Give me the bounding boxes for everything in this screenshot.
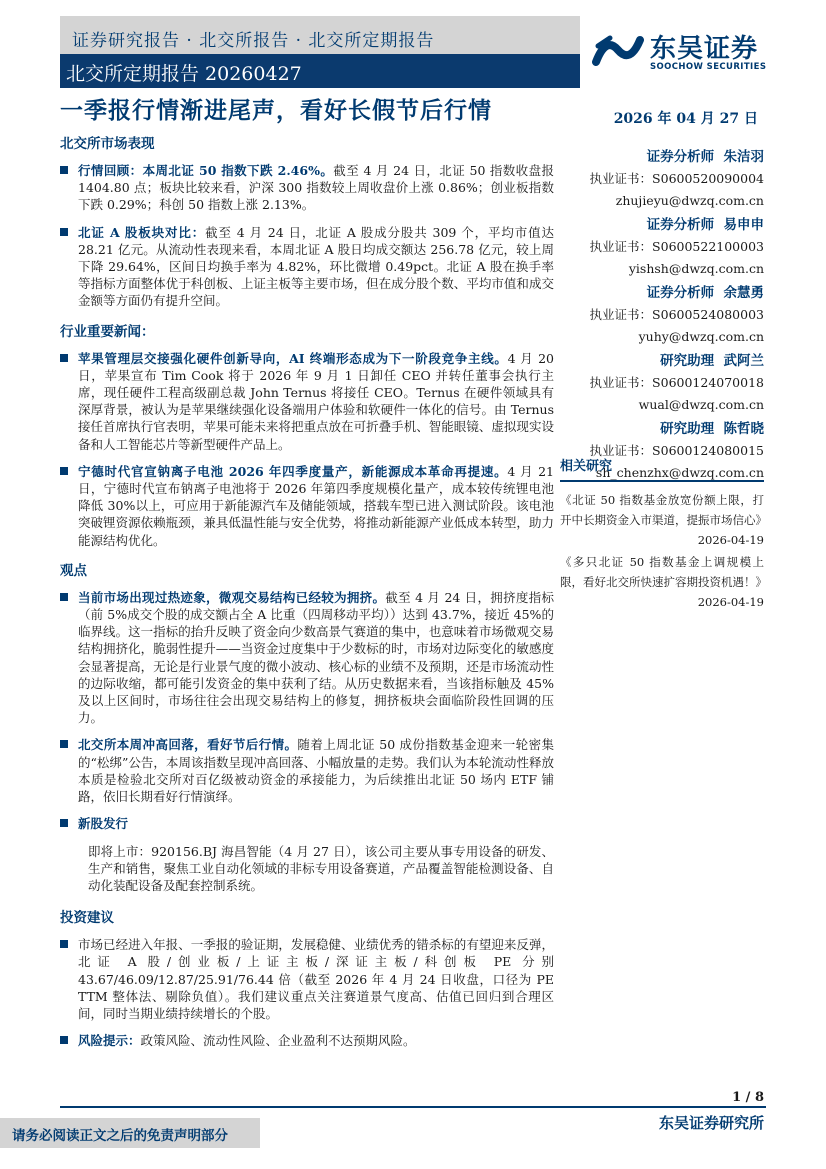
header-series: 证券研究报告 · 北交所报告 · 北交所定期报告 bbox=[72, 31, 435, 51]
bullet-square-icon bbox=[60, 593, 68, 601]
analyst-email[interactable]: sh_chenzhx@dwzq.com.cn bbox=[595, 465, 764, 480]
analyst-role: 证券分析师 bbox=[646, 217, 715, 233]
report-headline: 一季报行情渐进尾声，看好长假节后行情 bbox=[60, 97, 492, 124]
analyst-cert: 执业证书：S0600522100003 bbox=[589, 239, 764, 254]
analyst-role: 研究助理 bbox=[660, 421, 715, 437]
analyst-email[interactable]: wual@dwzq.com.cn bbox=[638, 397, 764, 412]
analyst-name: 易申申 bbox=[723, 217, 764, 233]
related-item-date: 2026-04-19 bbox=[697, 594, 764, 609]
analyst-cert: 执业证书：S0600124070018 bbox=[589, 375, 764, 390]
section-title-news: 行业重要新闻： bbox=[60, 323, 155, 340]
bullet-square-icon bbox=[60, 819, 68, 827]
main-content bbox=[60, 132, 554, 1059]
analyst-entry bbox=[586, 214, 764, 280]
header-report-tag-banner bbox=[60, 54, 580, 88]
bullet-square-icon bbox=[60, 354, 68, 362]
bullet-views-outlook: 北交所本周冲高回落，看好节后行情。随着上周北证 50 成份指数基金迎来一轮密集的“松绑”公告，本周该指数呈现冲高回落、小幅放量的走势。我们认为本轮流动性释放本质是检验北交所对百亿级被动资金的承接能力，为后续推出北证 50 场内 ETF 铺路，依旧长期看好行情演绎。 bbox=[60, 736, 554, 805]
bullet-square-icon bbox=[60, 1036, 68, 1044]
footer-disclaimer-banner bbox=[0, 1118, 260, 1148]
bullet-advice-main: 市场已经进入年报、一季报的验证期，发展稳健、业绩优秀的错杀标的有望迎来反弹，北证 A 股/创业板/上证主板/深证主板/科创板 PE 分别 43.67/46.09/12.87/25.91/76.44 倍（截至 2026 年 4 月 24 日收盘，口径为 PE TTM 整体法、剔除负值）。我们建议重点关注赛道景气度高、估值已回归到合理区间，同时当期业绩持续增长的个股。 bbox=[60, 936, 554, 1022]
analyst-role: 证券分析师 bbox=[646, 285, 715, 301]
analyst-name: 武阿兰 bbox=[723, 353, 764, 369]
analyst-cert: 执业证书：S0600520090004 bbox=[589, 171, 764, 186]
bullet-news-apple: 苹果管理层交接强化硬件创新导向，AI 终端形态成为下一阶段竞争主线。4 月 20 日，苹果宣布 Tim Cook 将于 2026 年 9 月 1 日卸任 CEO 并转任董事会执行主席，现任硬件工程高级副总裁 John Ternus 将接任 CEO。Ternus 在硬件领域具有深厚背景，被认为是苹果继续强化设备端用户体验和软硬件一体化的信号。由 Ternus 接任首席执行官表明，苹果可能未来将把重点放在可折叠手机、智能眼镜、虚拟现实设备和人工智能芯片等新型硬件产品上。 bbox=[60, 350, 554, 453]
related-research bbox=[560, 455, 767, 614]
analyst-cert: 执业证书：S0600524080003 bbox=[589, 307, 764, 322]
bullet-market-review: 行情回顾：本周北证 50 指数下跌 2.46%。截至 4 月 24 日，北证 50 指数收盘报 1404.80 点；板块比较来看，沪深 300 指数较上周收盘价上涨 0.86%；创业板指数下跌 0.29%；科创 50 指数上涨 2.13%。 bbox=[60, 162, 554, 214]
analyst-email[interactable]: zhujieyu@dwzq.com.cn bbox=[615, 193, 764, 208]
section-title-market: 北交所市场表现 bbox=[60, 136, 155, 152]
footer-disclaimer: 请务必阅读正文之后的免责声明部分 bbox=[12, 1128, 228, 1144]
footer-divider bbox=[60, 1106, 766, 1108]
bullet-advice-risk: 风险提示：政策风险、流动性风险、企业盈利不达预期风险。 bbox=[60, 1032, 554, 1049]
analyst-role: 研究助理 bbox=[660, 353, 715, 369]
soochow-logo-icon bbox=[592, 32, 644, 70]
bullet-views-crowding: 当前市场出现过热迹象，微观交易结构已经较为拥挤。截至 4 月 24 日，拥挤度指标（前 5%成交个股的成交额占全 A 比重（四周移动平均））达到 43.7%，接近 45%的临界线。这一指标的抬升反映了资金向少数高景气赛道的集中，也意味着市场微观交易结构拥挤化，脆弱性提升——当资金过度集中于少数标的时，市场对边际变化的敏感度会显著提高，无论是行业景气度的微小波动、核心标的业绩不及预期，还是市场流动性的边际收缩，都可能引发资金的集中获利了结。从历史数据来看，当该指标触及 45%及以上区间时，市场往往会出现交易结构上的修复，拥挤板块会面临阶段性回调的压力。 bbox=[60, 589, 554, 727]
bullet-square-icon bbox=[60, 740, 68, 748]
related-divider bbox=[560, 480, 764, 482]
analyst-name: 余慧勇 bbox=[723, 285, 764, 301]
company-logo bbox=[592, 26, 772, 76]
analyst-role: 证券分析师 bbox=[646, 149, 715, 165]
ipo-text: 即将上市：920156.BJ 海昌智能（4 月 27 日），该公司主要从事专用设备的研发、生产和销售，聚焦工业自动化领域的非标专用设备赛道，产品覆盖智能检测设备、自动化装配设备及配套控制系统。 bbox=[88, 843, 554, 893]
analyst-entry bbox=[586, 282, 764, 348]
header-series-banner bbox=[60, 16, 580, 54]
analyst-name: 朱洁羽 bbox=[723, 149, 764, 165]
related-title: 相关研究 bbox=[560, 459, 613, 474]
analyst-name: 陈哲晓 bbox=[723, 421, 764, 437]
analyst-email[interactable]: yuhy@dwzq.com.cn bbox=[638, 329, 764, 344]
header-report-tag: 北交所定期报告 20260427 bbox=[66, 63, 302, 85]
logo-name-cn: 东吴证券 bbox=[650, 34, 759, 64]
related-item-title[interactable]: 《北证 50 指数基金放宽份额上限，打开中长期资金入市渠道，提振市场信心》 bbox=[560, 492, 767, 527]
section-title-advice: 投资建议 bbox=[60, 910, 114, 927]
bullet-square-icon bbox=[60, 228, 68, 236]
bullet-square-icon bbox=[60, 467, 68, 475]
bullet-market-compare: 北证 A 股板块对比：截至 4 月 24 日，北证 A 股成分股共 309 个，平均市值达 28.21 亿元。从流动性表现来看，本周北证 A 股日均成交额达 256.78 亿元，较上周下降 29.64%，区间日均换手率为 4.82%，环比微增 0.49pct。北证 A 股在换手率等指标方面整体优于科创板、上证主板等主要市场，但在成分股个数、平均市值和成交金额等方面仍有提升空间。 bbox=[60, 224, 554, 310]
related-item-title[interactable]: 《多只北证 50 指数基金上调规模上限，看好北交所快速扩容期投资机遇！》 bbox=[560, 554, 767, 589]
page-number: 1 / 8 bbox=[732, 1090, 764, 1105]
bullet-square-icon bbox=[60, 940, 68, 948]
analyst-email[interactable]: yishsh@dwzq.com.cn bbox=[628, 261, 764, 276]
bullet-square-icon bbox=[60, 166, 68, 174]
section-title-views: 观点 bbox=[60, 562, 87, 579]
bullet-news-catl: 宁德时代官宣钠离子电池 2026 年四季度量产，新能源成本革命再提速。4 月 21 日，宁德时代宣布钠离子电池将于 2026 年第四季度规模化量产，成本较传统锂电池降低 30%以上，可应用于新能源汽车及储能领域，搭载车型已进入测试阶段。该电池突破锂资源依赖瓶颈，兼具低温性能与安全优势，将推动新能源产业低成本转型，助力能源结构优化。 bbox=[60, 463, 554, 549]
bullet-views-ipo: 新股发行 bbox=[60, 815, 554, 832]
analyst-entry bbox=[586, 350, 764, 416]
analyst-cert: 执业证书：S0600124080015 bbox=[589, 443, 764, 458]
logo-name-en: SOOCHOW SECURITIES bbox=[650, 62, 767, 72]
footer-institute: 东吴证券研究所 bbox=[658, 1114, 764, 1132]
report-date: 2026 年 04 月 27 日 bbox=[613, 111, 758, 127]
analyst-entry bbox=[586, 146, 764, 212]
analyst-panel bbox=[586, 146, 764, 486]
related-item-date: 2026-04-19 bbox=[697, 532, 764, 547]
